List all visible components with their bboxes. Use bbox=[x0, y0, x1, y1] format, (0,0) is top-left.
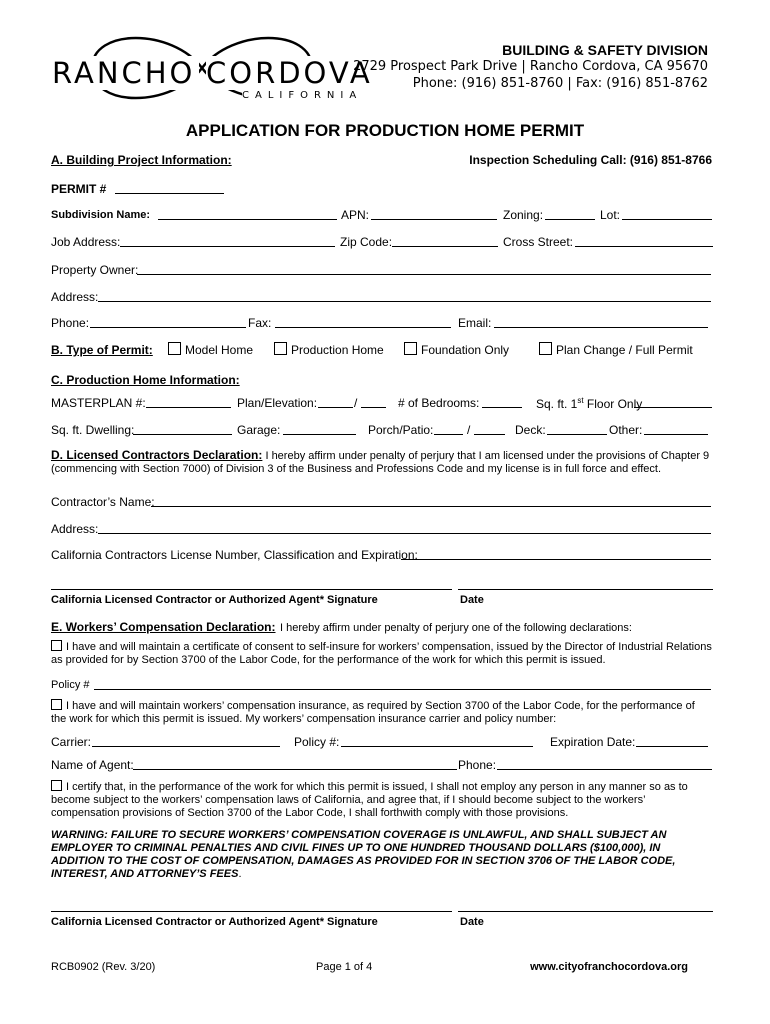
city-logo bbox=[52, 18, 373, 118]
other-label: Other: bbox=[609, 423, 643, 437]
elevation-field[interactable] bbox=[361, 407, 386, 408]
contractor-signature-field[interactable] bbox=[51, 589, 452, 590]
lot-label: Lot: bbox=[600, 208, 621, 222]
section-e-intro: I hereby affirm under penalty of perjury one of the following declarations: bbox=[279, 622, 632, 634]
deck-label: Deck: bbox=[515, 423, 546, 437]
owner-address-field[interactable] bbox=[98, 301, 711, 302]
section-e-header bbox=[51, 618, 632, 636]
porch-separator: / bbox=[467, 423, 471, 437]
other-field[interactable] bbox=[644, 434, 708, 435]
sqft-first-floor-field[interactable] bbox=[634, 407, 712, 408]
checkbox-icon[interactable] bbox=[274, 342, 287, 355]
workers-comp-warning: WARNING: FAILURE TO SECURE WORKERS’ COMPENSATION COVERAGE IS UNLAWFUL, AND SHALL SUBJECT AN EMPLOYER TO CRIMINAL PENALTIES AND CIVIL FINES UP TO ONE HUNDRED THOUSAND DOLLARS ($100,000), IN ADDITION TO THE COST OF COMPENSATION, DAMAGES AS PROVIDED FOR IN SECTION 3706 OF THE LABOR CODE, INTEREST, AND ATTORNEY’S FEES. bbox=[51, 829, 676, 880]
checkbox-icon[interactable] bbox=[51, 699, 62, 710]
logo-wordmark-rancho: RANCHO bbox=[52, 56, 199, 90]
lot-field[interactable] bbox=[622, 219, 712, 220]
contractor-name-label: Contractor’s Name: bbox=[51, 495, 155, 509]
owner-address-label: Address: bbox=[51, 290, 99, 304]
permit-type-foundation-only[interactable]: Foundation Only bbox=[404, 342, 509, 357]
logo-wordmark-cordova: CORDOVA bbox=[206, 56, 373, 90]
permit-type-production-home[interactable]: Production Home bbox=[274, 342, 384, 357]
division-name: BUILDING & SAFETY DIVISION bbox=[502, 42, 708, 58]
zoning-label: Zoning: bbox=[503, 208, 544, 222]
expiration-date-label: Expiration Date: bbox=[550, 735, 636, 749]
page-number: Page 1 of 4 bbox=[316, 961, 373, 973]
checkbox-icon[interactable] bbox=[168, 342, 181, 355]
section-c-heading: C. Production Home Information: bbox=[51, 373, 240, 387]
section-d-text: I hereby affirm under penalty of perjury that I am licensed under the provisions of Chapter 9 (commencing with Section 7000) of Division 3 of the Business and Professions Code and my license is in full force and effect. bbox=[51, 450, 710, 475]
policy-number-label: Policy # bbox=[51, 679, 90, 691]
workers-comp-option-exempt: I certify that, in the performance of the work for which this permit is issued, I shall not employ any person in any manner so as to become subject to the workers’ compensation laws of California, and agree that, if I should become subject to the workers’ compensation provisions of Section 3700 of the Labor Code, I shall forthwith comply with those provisions. bbox=[51, 781, 688, 819]
property-owner-label: Property Owner: bbox=[51, 263, 139, 277]
masterplan-field[interactable] bbox=[146, 407, 231, 408]
plan-separator: / bbox=[354, 396, 358, 410]
apn-label: APN: bbox=[341, 208, 370, 222]
license-info-field[interactable] bbox=[401, 559, 711, 560]
page-title: APPLICATION FOR PRODUCTION HOME PERMIT bbox=[185, 121, 585, 140]
bedrooms-field[interactable] bbox=[482, 407, 522, 408]
section-d-declaration bbox=[51, 449, 713, 476]
masterplan-label: MASTERPLAN #: bbox=[51, 396, 146, 410]
garage-field[interactable] bbox=[283, 434, 356, 435]
zip-code-field[interactable] bbox=[392, 246, 498, 247]
workers-comp-date-label: Date bbox=[460, 916, 484, 928]
patio-field[interactable] bbox=[474, 434, 505, 435]
contractor-name-field[interactable] bbox=[151, 506, 711, 507]
zoning-field[interactable] bbox=[545, 219, 595, 220]
inspection-scheduling: Inspection Scheduling Call: (916) 851-8766 bbox=[469, 153, 712, 167]
agent-name-label: Name of Agent: bbox=[51, 758, 134, 772]
checkbox-icon[interactable] bbox=[51, 640, 62, 651]
plan-field[interactable] bbox=[318, 407, 353, 408]
permit-type-model-home[interactable]: Model Home bbox=[168, 342, 253, 357]
sqft-dwelling-label: Sq. ft. Dwelling: bbox=[51, 423, 135, 437]
contractor-signature-date-label: Date bbox=[460, 594, 484, 606]
section-e-heading: E. Workers’ Compensation Declaration: bbox=[51, 620, 276, 634]
owner-phone-field[interactable] bbox=[90, 327, 246, 328]
logo-subtitle: CALIFORNIA bbox=[242, 90, 363, 101]
contractor-signature-label: California Licensed Contractor or Authorized Agent* Signature bbox=[51, 594, 378, 606]
contractor-address-field[interactable] bbox=[98, 533, 711, 534]
plan-elevation-label: Plan/Elevation: bbox=[237, 396, 318, 410]
section-a-heading: A. Building Project Information: bbox=[51, 153, 232, 167]
permit-number-label: PERMIT # bbox=[51, 182, 107, 196]
agent-phone-label: Phone: bbox=[458, 758, 497, 772]
division-phone-fax: Phone: (916) 851-8760 | Fax: (916) 851-8762 bbox=[412, 76, 708, 91]
cross-street-field[interactable] bbox=[575, 246, 713, 247]
zip-code-label: Zip Code: bbox=[340, 235, 393, 249]
carrier-label: Carrier: bbox=[51, 735, 92, 749]
checkbox-icon[interactable] bbox=[404, 342, 417, 355]
carrier-policy-field[interactable] bbox=[341, 746, 533, 747]
workers-comp-signature-label: California Licensed Contractor or Authorized Agent* Signature bbox=[51, 916, 378, 928]
owner-email-label: Email: bbox=[458, 316, 492, 330]
policy-number-field[interactable] bbox=[94, 689, 711, 690]
subdivision-field[interactable] bbox=[158, 219, 337, 220]
job-address-field[interactable] bbox=[120, 246, 335, 247]
owner-fax-label: Fax: bbox=[248, 316, 272, 330]
permit-type-plan-change[interactable]: Plan Change / Full Permit bbox=[539, 342, 693, 357]
agent-phone-field[interactable] bbox=[497, 769, 712, 770]
agent-name-field[interactable] bbox=[133, 769, 457, 770]
bedrooms-label: # of Bedrooms: bbox=[398, 396, 480, 410]
workers-comp-date-field[interactable] bbox=[458, 911, 713, 912]
checkbox-icon[interactable] bbox=[539, 342, 552, 355]
workers-comp-signature-field[interactable] bbox=[51, 911, 452, 912]
division-address: 2729 Prospect Park Drive | Rancho Cordova, CA 95670 bbox=[353, 59, 708, 74]
section-d-heading: D. Licensed Contractors Declaration: bbox=[51, 448, 263, 462]
checkbox-icon[interactable] bbox=[51, 780, 62, 791]
deck-field[interactable] bbox=[547, 434, 607, 435]
website-link[interactable]: www.cityofranchocordova.org bbox=[530, 961, 688, 973]
owner-phone-label: Phone: bbox=[51, 316, 90, 330]
permit-number-field[interactable] bbox=[115, 193, 224, 194]
expiration-date-field[interactable] bbox=[636, 746, 708, 747]
cross-street-label: Cross Street: bbox=[503, 235, 574, 249]
carrier-policy-label: Policy #: bbox=[294, 735, 340, 749]
subdivision-label: Subdivision Name: bbox=[51, 209, 151, 221]
contractor-address-label: Address: bbox=[51, 522, 99, 536]
garage-label: Garage: bbox=[237, 423, 281, 437]
sqft-dwelling-field[interactable] bbox=[133, 434, 232, 435]
property-owner-field[interactable] bbox=[137, 274, 711, 275]
porch-field[interactable] bbox=[434, 434, 463, 435]
carrier-field[interactable] bbox=[92, 746, 280, 747]
contractor-signature-date-field[interactable] bbox=[458, 589, 713, 590]
owner-fax-field[interactable] bbox=[275, 327, 451, 328]
porch-patio-label: Porch/Patio: bbox=[368, 423, 434, 437]
form-id: RCB0902 (Rev. 3/20) bbox=[51, 961, 156, 973]
license-info-label: California Contractors License Number, Classification and Expiration: bbox=[51, 548, 418, 562]
workers-comp-option-insurance: I have and will maintain workers’ compensation insurance, as required by Section 3700 of the Labor Code, for the performance of the work for which this permit is issued. My workers’ compensation insurance carrier and policy number: bbox=[51, 700, 695, 725]
sqft-first-floor-label: Sq. ft. 1st Floor Only bbox=[536, 396, 643, 411]
apn-field[interactable] bbox=[371, 219, 497, 220]
section-b-heading: B. Type of Permit: bbox=[51, 343, 153, 357]
job-address-label: Job Address: bbox=[51, 235, 121, 249]
owner-email-field[interactable] bbox=[494, 327, 708, 328]
workers-comp-option-self-insure: I have and will maintain a certificate of consent to self-insure for workers’ compensation, issued by the Director of Industrial Relations as provided for by Section 3700 of the Labor Code, for the performance of the work for which this permit is issued. bbox=[51, 641, 712, 666]
